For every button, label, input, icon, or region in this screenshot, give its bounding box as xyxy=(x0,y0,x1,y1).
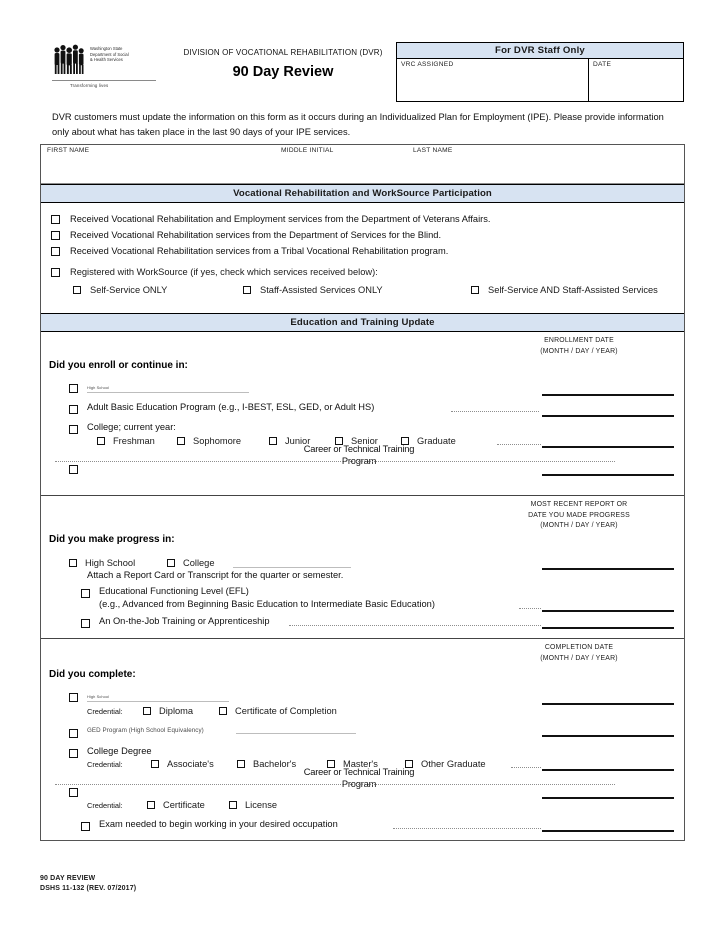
checkbox-diploma[interactable] xyxy=(143,707,151,715)
form-body xyxy=(40,144,685,841)
vr-item-label: Received Vocational Rehabilitation and Employment services from the Department of Veterans Affairs. xyxy=(70,214,491,224)
complete-degree-dots xyxy=(511,767,541,768)
completion-question: Did you complete: xyxy=(49,669,136,680)
worksource-registered-row[interactable] xyxy=(41,263,684,281)
worksource-option-both[interactable] xyxy=(471,285,658,295)
logo-line-3: & Health Services xyxy=(90,57,123,63)
logo-line-1: Washington State xyxy=(90,46,123,51)
last-name-label: LAST NAME xyxy=(413,147,453,154)
checkbox-enroll-adult-basic[interactable] xyxy=(69,405,78,414)
checkbox-veterans-affairs[interactable] xyxy=(51,215,60,224)
dvr-staff-heading: For DVR Staff Only xyxy=(397,43,683,59)
vr-item-services-for-blind[interactable] xyxy=(41,227,684,243)
checkbox-complete-ged[interactable] xyxy=(69,729,78,738)
complete-ged-label: GED Program (High School Equivalency) xyxy=(87,727,204,734)
vr-checklist xyxy=(41,203,684,313)
checkbox-progress-efl[interactable] xyxy=(81,589,90,598)
college-year-label: Freshman xyxy=(113,436,155,446)
dshs-logo-text xyxy=(90,46,156,63)
enroll-adult-basic-date-line[interactable] xyxy=(542,415,674,417)
complete-high-school-label: High School xyxy=(87,694,110,699)
middle-initial-field[interactable] xyxy=(281,147,334,154)
college-year-label: Sophomore xyxy=(193,436,242,446)
complete-ged-rule xyxy=(236,733,356,734)
progress-date-head-line1: MOST RECENT REPORT OR xyxy=(530,501,628,508)
worksource-option-label: Self-Service ONLY xyxy=(90,284,168,295)
enroll-adult-basic-dots xyxy=(451,411,539,412)
college-year-label: Senior xyxy=(351,436,378,446)
progress-efl-dots xyxy=(519,608,541,609)
division-label: DIVISION OF VOCATIONAL REHABILITATION (DVR) xyxy=(183,48,383,57)
enroll-college-year-freshman[interactable] xyxy=(97,436,155,446)
progress-high-school[interactable] xyxy=(69,558,135,568)
complete-hs-credential-certificate[interactable] xyxy=(219,706,337,716)
progress-efl-line2: (e.g., Advanced from Beginning Basic Education to Intermediate Basic Education) xyxy=(99,599,435,609)
vr-item-tribal-vr[interactable] xyxy=(41,243,684,259)
dvr-staff-box xyxy=(396,42,684,102)
completion-group xyxy=(41,639,684,840)
progress-college-label: College xyxy=(183,558,215,568)
complete-ct-certificate[interactable] xyxy=(147,800,205,810)
complete-ct-license[interactable] xyxy=(229,800,277,810)
checkbox-enroll-high-school[interactable] xyxy=(69,384,78,393)
enrollment-question: Did you enroll or continue in: xyxy=(49,360,188,371)
progress-attach-note: Attach a Report Card or Transcript for the quarter or semester. xyxy=(87,570,344,580)
enroll-career-technical-label: Career or Technical Training Program xyxy=(303,444,415,466)
progress-efl-date-line[interactable] xyxy=(542,610,674,612)
enroll-career-technical-dots xyxy=(55,461,615,462)
checkbox-freshman[interactable] xyxy=(97,437,105,445)
dvr-staff-fields xyxy=(397,59,683,102)
checkbox-complete-high-school[interactable] xyxy=(69,693,78,702)
checkbox-complete-career-technical[interactable] xyxy=(69,788,78,797)
progress-ojt-date-line[interactable] xyxy=(542,627,674,629)
progress-efl-line1: Educational Functioning Level (EFL) xyxy=(99,586,249,596)
college-year-label: Graduate xyxy=(417,436,456,446)
checkbox-progress-ojt[interactable] xyxy=(81,619,90,628)
checkbox-ct-certificate[interactable] xyxy=(147,801,155,809)
checkbox-progress-high-school[interactable] xyxy=(69,559,77,567)
logo-divider xyxy=(52,80,156,81)
degree-credential-label: Other Graduate xyxy=(421,759,486,769)
progress-question: Did you make progress in: xyxy=(49,534,175,545)
checkbox-sophomore[interactable] xyxy=(177,437,185,445)
vr-item-label: Received Vocational Rehabilitation services from a Tribal Vocational Rehabilitation program. xyxy=(70,246,449,256)
checkbox-ct-license[interactable] xyxy=(229,801,237,809)
checkbox-enroll-career-technical[interactable] xyxy=(69,465,78,474)
vrc-assigned-label: VRC ASSIGNED xyxy=(401,61,454,68)
vr-item-veterans-affairs[interactable] xyxy=(41,211,684,227)
credential-label: Diploma xyxy=(159,706,194,716)
progress-ojt-dots xyxy=(289,625,541,626)
dvr-date-label: DATE xyxy=(593,61,612,68)
checkbox-self-and-staff-assisted[interactable] xyxy=(471,286,479,294)
dshs-people-icon xyxy=(52,44,86,76)
enroll-high-school-rule xyxy=(87,392,249,393)
enrollment-date-head-line2: (MONTH / DAY / YEAR) xyxy=(540,347,618,355)
enroll-college-dots xyxy=(497,444,541,445)
section-heading-education: Education and Training Update xyxy=(41,313,684,332)
complete-hs-credential-diploma[interactable] xyxy=(143,706,193,716)
complete-career-technical-date-line[interactable] xyxy=(542,797,674,799)
complete-degree-credential-label: Credential: xyxy=(87,760,123,769)
complete-career-technical-label: Career or Technical Training Program xyxy=(303,767,415,789)
intro-paragraph: DVR customers must update the information on this form as it occurs during an Individualized Plan for Employment (IPE). Please provide information only about what has taken place in the last 90 days of your IPE services. xyxy=(52,112,664,137)
enrollment-date-column-header xyxy=(484,336,674,357)
complete-college-degree-label: College Degree xyxy=(87,746,152,756)
worksource-option-staff-assisted[interactable] xyxy=(243,285,471,295)
complete-exam-date-line[interactable] xyxy=(542,830,674,832)
college-year-label: Junior xyxy=(285,436,311,446)
form-footer xyxy=(40,874,136,894)
progress-college[interactable] xyxy=(167,558,215,568)
complete-exam-dots xyxy=(393,828,541,829)
degree-credential-label: Associate's xyxy=(167,759,214,769)
complete-degree-associates[interactable] xyxy=(151,759,214,769)
progress-date-head-line3: (MONTH / DAY / YEAR) xyxy=(540,522,618,529)
complete-degree-bachelors[interactable] xyxy=(237,759,296,769)
degree-credential-label: Bachelor's xyxy=(253,759,297,769)
ct-credential-label: Certificate xyxy=(163,800,205,810)
enrollment-group xyxy=(41,332,684,496)
progress-school-date-line[interactable] xyxy=(542,568,674,570)
complete-career-technical-dots xyxy=(55,784,615,785)
progress-date-column-header xyxy=(484,500,674,532)
progress-group xyxy=(41,496,684,639)
credential-label: Certificate of Completion xyxy=(235,706,337,716)
middle-initial-label: MIDDLE INITIAL xyxy=(281,147,334,154)
checkbox-junior[interactable] xyxy=(269,437,277,445)
section-heading-vr: Vocational Rehabilitation and WorkSource Participation xyxy=(41,184,684,203)
complete-hs-credential-label: Credential: xyxy=(87,707,123,716)
checkbox-associates[interactable] xyxy=(151,760,159,768)
completion-date-head-line2: (MONTH / DAY / YEAR) xyxy=(540,654,618,662)
enroll-adult-basic-label: Adult Basic Education Program (e.g., I-BEST, ESL, GED, or Adult HS) xyxy=(87,402,375,412)
enroll-high-school-date-line[interactable] xyxy=(542,394,674,396)
ct-credential-label: License xyxy=(245,800,278,810)
dvr-date-field[interactable] xyxy=(589,59,683,102)
complete-ged-date-line[interactable] xyxy=(542,735,674,737)
logo-tagline: Transforming lives xyxy=(70,83,109,88)
vrc-assigned-field[interactable] xyxy=(397,59,589,102)
checkbox-registered-worksource[interactable] xyxy=(51,268,60,277)
worksource-option-label: Staff-Assisted Services ONLY xyxy=(260,284,383,295)
complete-high-school-date-line[interactable] xyxy=(542,703,674,705)
footer-form-name: 90 DAY REVIEW xyxy=(40,875,96,882)
complete-exam-label: Exam needed to begin working in your desired occupation xyxy=(99,819,338,829)
degree-credential-label: Master's xyxy=(343,759,378,769)
enroll-college-year-sophomore[interactable] xyxy=(177,436,241,446)
checkbox-complete-exam[interactable] xyxy=(81,822,90,831)
vr-item-label: Received Vocational Rehabilitation services from the Department of Services for the Blind. xyxy=(70,230,442,240)
checkbox-tribal-vr[interactable] xyxy=(51,247,60,256)
checkbox-enroll-college[interactable] xyxy=(69,425,78,434)
worksource-registered-label: Registered with WorkSource (if yes, check which services received below): xyxy=(70,267,378,277)
progress-ojt-label: An On-the-Job Training or Apprenticeship xyxy=(99,616,270,626)
checkbox-services-for-blind[interactable] xyxy=(51,231,60,240)
enroll-career-technical-date-line[interactable] xyxy=(542,474,674,476)
worksource-options xyxy=(41,281,684,304)
complete-high-school-rule xyxy=(87,701,229,702)
enroll-college-label: College; current year: xyxy=(87,422,176,432)
name-row xyxy=(41,145,684,184)
first-name-label: FIRST NAME xyxy=(47,147,90,154)
completion-date-column-header xyxy=(484,643,674,664)
first-name-field[interactable] xyxy=(47,147,89,154)
complete-ct-credential-label: Credential: xyxy=(87,801,123,810)
progress-high-school-label: High School xyxy=(85,558,136,568)
logo-line-2: Department of Social xyxy=(90,51,129,57)
page-title: 90 Day Review xyxy=(232,64,334,80)
completion-date-head-line1: COMPLETION DATE xyxy=(544,644,614,651)
checkbox-complete-college-degree[interactable] xyxy=(69,749,78,758)
last-name-field[interactable] xyxy=(413,147,453,154)
progress-date-head-line2: DATE YOU MADE PROGRESS xyxy=(528,511,630,519)
progress-college-rule xyxy=(233,567,351,568)
enroll-high-school-label: High School xyxy=(87,385,110,390)
enroll-college-date-line[interactable] xyxy=(542,446,674,448)
footer-form-number: DSHS 11-132 (REV. 07/2017) xyxy=(40,885,137,892)
dshs-logo xyxy=(52,42,156,94)
enrollment-date-head-line1: ENROLLMENT DATE xyxy=(544,337,614,344)
worksource-option-label: Self-Service AND Staff-Assisted Services xyxy=(488,284,658,295)
complete-college-degree-date-line[interactable] xyxy=(542,769,674,771)
checkbox-self-service-only[interactable] xyxy=(73,286,81,294)
checkbox-bachelors[interactable] xyxy=(237,760,245,768)
checkbox-progress-college[interactable] xyxy=(167,559,175,567)
worksource-option-self-service[interactable] xyxy=(73,285,243,295)
checkbox-staff-assisted-only[interactable] xyxy=(243,286,251,294)
checkbox-certificate-of-completion[interactable] xyxy=(219,707,227,715)
